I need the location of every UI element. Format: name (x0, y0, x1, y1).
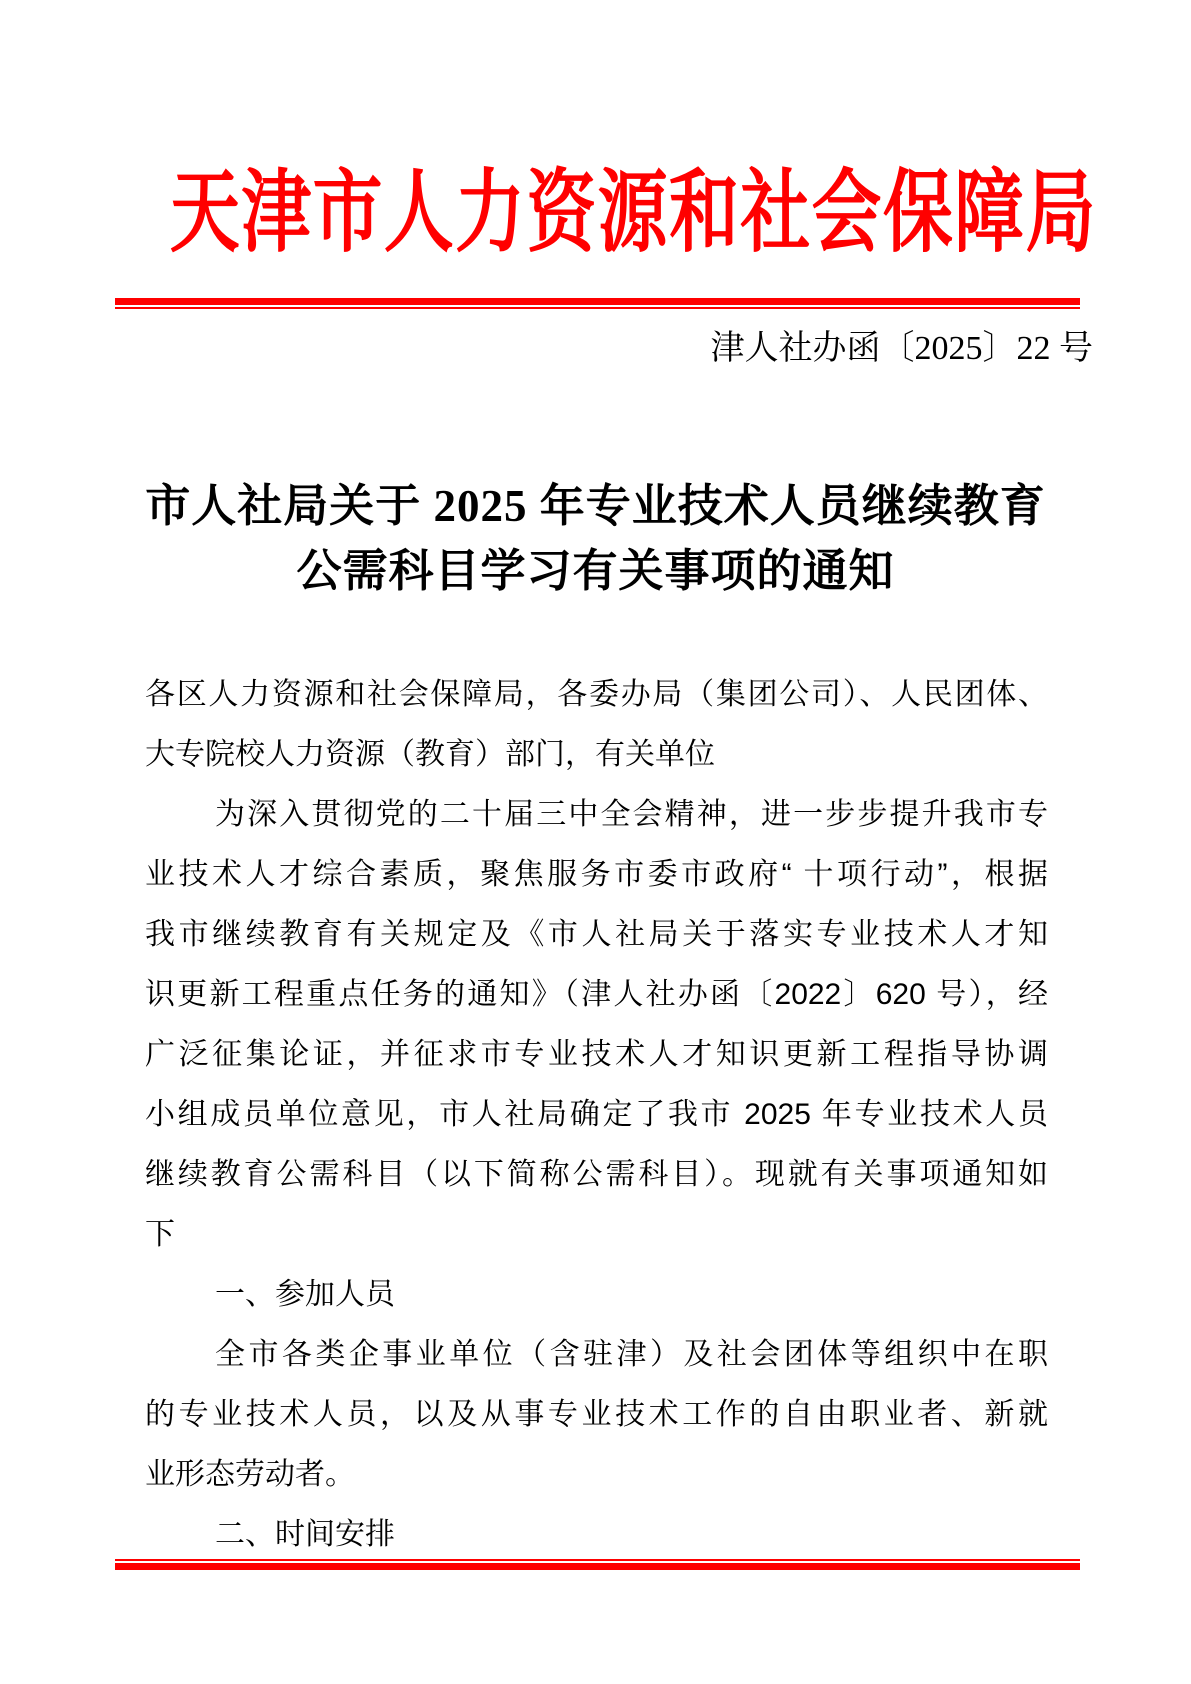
body-line: 各区人力资源和社会保障局，各委办局（集团公司）、人民团体、 (145, 678, 1048, 711)
body-line: 识更新工程重点任务的通知》（津人社办函〔2022〕620 号），经 (145, 978, 1048, 1011)
body-line: 继续教育公需科目（以下简称公需科目）。现就有关事项通知如 (145, 1158, 1048, 1191)
agency-masthead-title: 天津市人力资源和社会保障局 (169, 163, 1097, 263)
body-section-heading: 一、参加人员 (215, 1278, 395, 1311)
rule-thick-line (115, 1563, 1080, 1570)
body-line: 业技术人才综合素质，聚焦服务市委市政府“ 十项行动”，根据 (145, 858, 1048, 891)
rule-thick-line (115, 298, 1080, 305)
body-line: 小组成员单位意见，市人社局确定了我市 2025 年专业技术人员 (145, 1098, 1048, 1131)
document-body (145, 665, 1048, 1565)
body-line: 全市各类企事业单位（含驻津）及社会团体等组织中在职 (215, 1338, 1048, 1371)
body-line: 业形态劳动者。 (145, 1458, 355, 1491)
body-line: 为深入贯彻党的二十届三中全会精神，进一步步提升我市专 (215, 798, 1048, 831)
body-line: 我市继续教育有关规定及《市人社局关于落实专业技术人才知 (145, 918, 1048, 951)
body-line: 广泛征集论证，并征求市专业技术人才知识更新工程指导协调 (145, 1038, 1048, 1071)
document-number: 津人社办函〔2025〕22 号 (710, 330, 1093, 367)
footer-separator-rule (115, 1559, 1080, 1570)
body-line: 大专院校人力资源（教育）部门，有关单位 (145, 738, 715, 771)
body-line: 的专业技术人员，以及从事专业技术工作的自由职业者、新就 (145, 1398, 1048, 1431)
body-section-heading: 二、时间安排 (215, 1518, 395, 1551)
document-title-line1: 市人社局关于 2025 年专业技术人员继续教育 (145, 481, 1046, 531)
document-title-line2: 公需科目学习有关事项的通知 (296, 546, 895, 596)
rule-thin-line (115, 307, 1080, 309)
document-title (0, 474, 1191, 604)
header-separator-rule (115, 298, 1080, 309)
body-line: 下 (145, 1218, 175, 1251)
